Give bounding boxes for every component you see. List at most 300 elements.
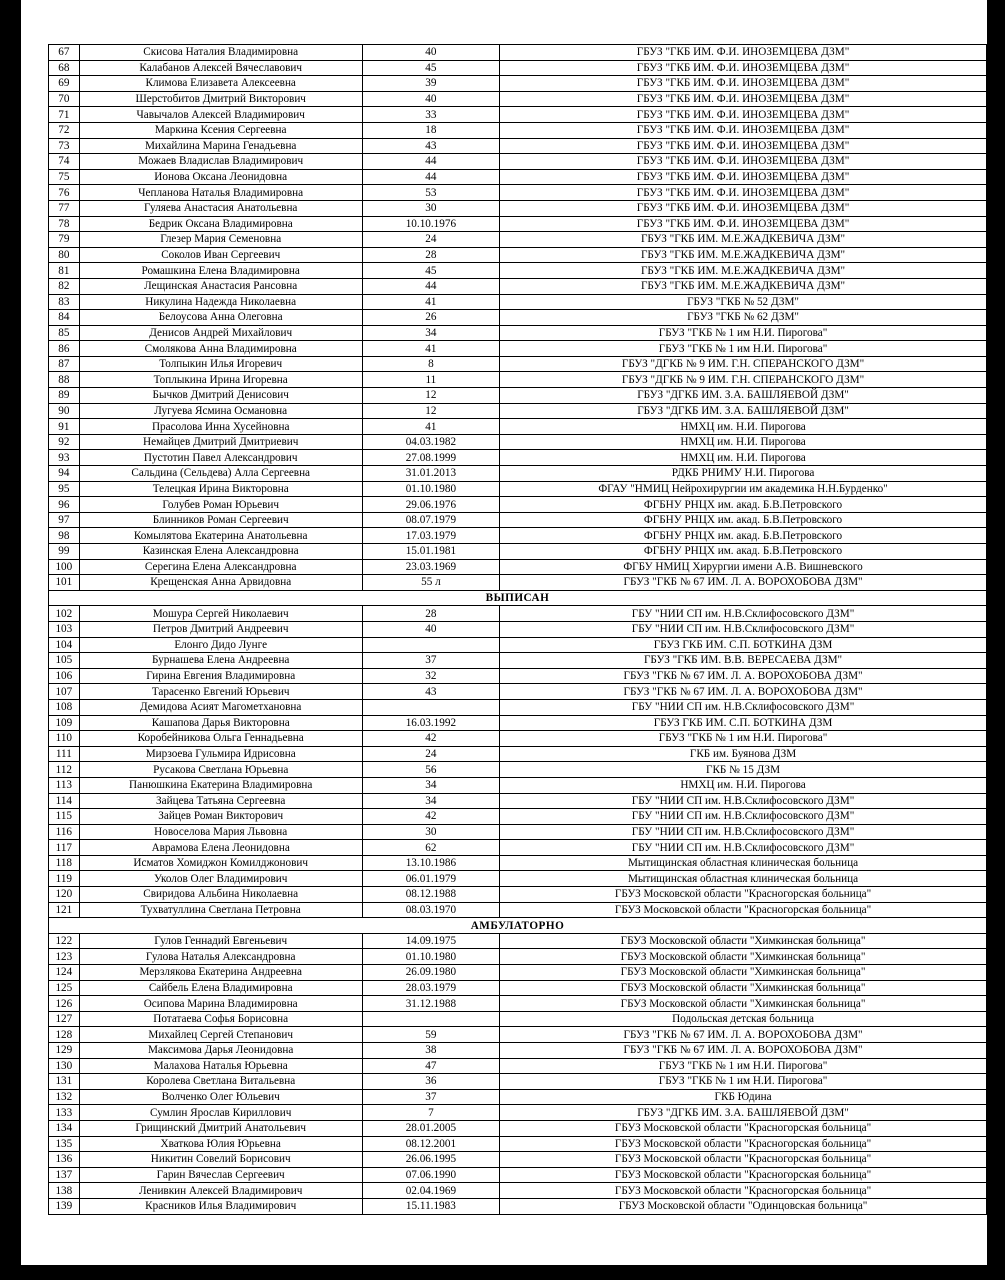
table-row	[49, 200, 987, 216]
age-or-birthdate: 44	[362, 278, 499, 294]
row-number: 120	[49, 887, 80, 903]
table-row	[49, 169, 987, 185]
hospital-name: ГБУЗ "ГКБ ИМ. Ф.И. ИНОЗЕМЦЕВА ДЗМ"	[500, 60, 987, 76]
row-number: 88	[49, 372, 80, 388]
row-number: 73	[49, 138, 80, 154]
person-name: Грищинский Дмитрий Анатольевич	[79, 1120, 362, 1136]
table-row	[49, 263, 987, 279]
person-name: Калабанов Алексей Вячеславович	[79, 60, 362, 76]
table-row	[49, 871, 987, 887]
person-name: Коробейникова Ольга Геннадьевна	[79, 731, 362, 747]
row-number: 70	[49, 91, 80, 107]
age-or-birthdate: 37	[362, 653, 499, 669]
hospital-name: ГБУЗ "ГКБ № 1 им Н.И. Пирогова"	[500, 1074, 987, 1090]
person-name: Серегина Елена Александровна	[79, 559, 362, 575]
age-or-birthdate: 01.10.1980	[362, 949, 499, 965]
table-row	[49, 1074, 987, 1090]
table-row	[49, 699, 987, 715]
age-or-birthdate: 04.03.1982	[362, 434, 499, 450]
person-name: Немайцев Дмитрий Дмитриевич	[79, 434, 362, 450]
row-number: 111	[49, 746, 80, 762]
person-name: Аврамова Елена Леонидовна	[79, 840, 362, 856]
person-name: Можаев Владислав Владимирович	[79, 154, 362, 170]
table-row	[49, 138, 987, 154]
person-name: Ромашкина Елена Владимировна	[79, 263, 362, 279]
hospital-name: ГКБ Юдина	[500, 1089, 987, 1105]
row-number: 82	[49, 278, 80, 294]
row-number: 109	[49, 715, 80, 731]
person-name: Денисов Андрей Михайлович	[79, 325, 362, 341]
age-or-birthdate: 28.01.2005	[362, 1120, 499, 1136]
row-number: 87	[49, 356, 80, 372]
age-or-birthdate: 42	[362, 809, 499, 825]
age-or-birthdate: 08.07.1979	[362, 512, 499, 528]
row-number: 74	[49, 154, 80, 170]
person-name: Телецкая Ирина Викторовна	[79, 481, 362, 497]
person-name: Демидова Асият Магометхановна	[79, 699, 362, 715]
age-or-birthdate: 44	[362, 169, 499, 185]
hospital-name: ГБУЗ Московской области "Красногорская больница"	[500, 1152, 987, 1168]
age-or-birthdate: 41	[362, 419, 499, 435]
table-row	[49, 512, 987, 528]
hospital-name: ГБУ "НИИ СП им. Н.В.Склифосовского ДЗМ"	[500, 824, 987, 840]
hospital-name: ГБУЗ "ГКБ ИМ. Ф.И. ИНОЗЕМЦЕВА ДЗМ"	[500, 138, 987, 154]
hospital-name: ГБУЗ "ГКБ ИМ. Ф.И. ИНОЗЕМЦЕВА ДЗМ"	[500, 200, 987, 216]
table-row	[49, 1058, 987, 1074]
age-or-birthdate: 36	[362, 1074, 499, 1090]
person-name: Шерстобитов Дмитрий Викторович	[79, 91, 362, 107]
table-row	[49, 122, 987, 138]
table-row	[49, 715, 987, 731]
hospital-name: ГБУЗ "ГКБ ИМ. Ф.И. ИНОЗЕМЦЕВА ДЗМ"	[500, 91, 987, 107]
person-name: Зайцева Татьяна Сергеевна	[79, 793, 362, 809]
hospital-name: ГБУ "НИИ СП им. Н.В.Склифосовского ДЗМ"	[500, 793, 987, 809]
person-name: Ионова Оксана Леонидовна	[79, 169, 362, 185]
age-or-birthdate: 06.01.1979	[362, 871, 499, 887]
row-number: 106	[49, 668, 80, 684]
row-number: 103	[49, 621, 80, 637]
hospital-name: ГБУЗ "ДГКБ ИМ. З.А. БАШЛЯЕВОЙ ДЗМ"	[500, 1105, 987, 1121]
row-number: 71	[49, 107, 80, 123]
row-number: 94	[49, 466, 80, 482]
hospital-name: ГБУЗ Московской области "Красногорская больница"	[500, 1120, 987, 1136]
row-number: 125	[49, 980, 80, 996]
row-number: 95	[49, 481, 80, 497]
table-row	[49, 310, 987, 326]
age-or-birthdate: 29.06.1976	[362, 497, 499, 513]
table-row	[49, 481, 987, 497]
person-name: Осипова Марина Владимировна	[79, 996, 362, 1012]
row-number: 130	[49, 1058, 80, 1074]
table-row	[49, 1105, 987, 1121]
hospital-name: Мытищинская областная клиническая больница	[500, 855, 987, 871]
person-name: Гулов Геннадий Евгеньевич	[79, 933, 362, 949]
row-number: 85	[49, 325, 80, 341]
table-row	[49, 1043, 987, 1059]
row-number: 135	[49, 1136, 80, 1152]
table-row	[49, 528, 987, 544]
hospital-name: ГБУЗ Московской области "Одинцовская больница"	[500, 1198, 987, 1214]
hospital-name: НМХЦ им. Н.И. Пирогова	[500, 777, 987, 793]
age-or-birthdate: 62	[362, 840, 499, 856]
person-name: Маркина Ксения Сергеевна	[79, 122, 362, 138]
table-row	[49, 902, 987, 918]
table-row	[49, 606, 987, 622]
age-or-birthdate: 08.12.2001	[362, 1136, 499, 1152]
person-name: Комылятова Екатерина Анатольевна	[79, 528, 362, 544]
person-name: Белоусова Анна Олеговна	[79, 310, 362, 326]
person-name: Хваткова Юлия Юрьевна	[79, 1136, 362, 1152]
person-name: Михайлец Сергей Степанович	[79, 1027, 362, 1043]
row-number: 99	[49, 544, 80, 560]
person-name: Красников Илья Владимирович	[79, 1198, 362, 1214]
person-name: Мошура Сергей Николаевич	[79, 606, 362, 622]
table-row	[49, 294, 987, 310]
hospital-name: ФГБНУ РНЦХ им. акад. Б.В.Петровского	[500, 528, 987, 544]
hospital-name: ГБУЗ Московской области "Красногорская больница"	[500, 902, 987, 918]
hospital-name: ФГАУ "НМИЦ Нейрохирургии им академика Н.Н.Бурденко"	[500, 481, 987, 497]
person-name: Климова Елизавета Алексеевна	[79, 76, 362, 92]
age-or-birthdate: 08.12.1988	[362, 887, 499, 903]
table-row	[49, 388, 987, 404]
table-row	[49, 466, 987, 482]
hospital-name: НМХЦ им. Н.И. Пирогова	[500, 419, 987, 435]
table-row	[49, 1136, 987, 1152]
age-or-birthdate: 55 л	[362, 575, 499, 591]
section-title: АМБУЛАТОРНО	[49, 918, 987, 934]
table-row	[49, 91, 987, 107]
age-or-birthdate: 32	[362, 668, 499, 684]
row-number: 116	[49, 824, 80, 840]
age-or-birthdate: 14.09.1975	[362, 933, 499, 949]
person-name: Никитин Совелий Борисович	[79, 1152, 362, 1168]
table-row	[49, 1167, 987, 1183]
row-number: 110	[49, 731, 80, 747]
person-name: Крещенская Анна Арвидовна	[79, 575, 362, 591]
hospital-name: ФГБНУ РНЦХ им. акад. Б.В.Петровского	[500, 497, 987, 513]
row-number: 118	[49, 855, 80, 871]
hospital-name: ГБУ "НИИ СП им. Н.В.Склифосовского ДЗМ"	[500, 621, 987, 637]
table-row	[49, 434, 987, 450]
hospital-name: ГБУ "НИИ СП им. Н.В.Склифосовского ДЗМ"	[500, 809, 987, 825]
person-name: Бычков Дмитрий Денисович	[79, 388, 362, 404]
row-number: 124	[49, 965, 80, 981]
hospital-name: ГБУЗ "ГКБ ИМ. М.Е.ЖАДКЕВИЧА ДЗМ"	[500, 247, 987, 263]
age-or-birthdate: 40	[362, 91, 499, 107]
row-number: 93	[49, 450, 80, 466]
age-or-birthdate: 07.06.1990	[362, 1167, 499, 1183]
row-number: 101	[49, 575, 80, 591]
person-name: Сумлин Ярослав Кириллович	[79, 1105, 362, 1121]
row-number: 108	[49, 699, 80, 715]
row-number: 81	[49, 263, 80, 279]
person-name: Никулина Надежда Николаевна	[79, 294, 362, 310]
row-number: 129	[49, 1043, 80, 1059]
hospital-name: ГБУЗ ГКБ ИМ. С.П. БОТКИНА ДЗМ	[500, 715, 987, 731]
hospital-name: ГБУЗ "ГКБ ИМ. Ф.И. ИНОЗЕМЦЕВА ДЗМ"	[500, 169, 987, 185]
row-number: 132	[49, 1089, 80, 1105]
section-title: ВЫПИСАН	[49, 590, 987, 606]
person-name: Блинников Роман Сергеевич	[79, 512, 362, 528]
age-or-birthdate: 17.03.1979	[362, 528, 499, 544]
table-row	[49, 777, 987, 793]
table-row	[49, 76, 987, 92]
table-row	[49, 887, 987, 903]
age-or-birthdate: 43	[362, 684, 499, 700]
table-row	[49, 356, 987, 372]
table-row	[49, 980, 987, 996]
age-or-birthdate	[362, 637, 499, 653]
person-name: Потатаева Софья Борисовна	[79, 1011, 362, 1027]
hospital-name: ГБУЗ "ГКБ № 1 им Н.И. Пирогова"	[500, 1058, 987, 1074]
hospital-name: ГБУЗ "ДГКБ № 9 ИМ. Г.Н. СПЕРАНСКОГО ДЗМ"	[500, 372, 987, 388]
table-row	[49, 232, 987, 248]
age-or-birthdate: 08.03.1970	[362, 902, 499, 918]
age-or-birthdate: 26.09.1980	[362, 965, 499, 981]
person-name: Гарин Вячеслав Сергеевич	[79, 1167, 362, 1183]
person-name: Лугуева Ясмина Османовна	[79, 403, 362, 419]
row-number: 127	[49, 1011, 80, 1027]
age-or-birthdate: 23.03.1969	[362, 559, 499, 575]
row-number: 79	[49, 232, 80, 248]
row-number: 72	[49, 122, 80, 138]
person-name: Гулова Наталья Александровна	[79, 949, 362, 965]
age-or-birthdate: 11	[362, 372, 499, 388]
hospital-name: ГБУЗ "ГКБ № 1 им Н.И. Пирогова"	[500, 731, 987, 747]
row-number: 89	[49, 388, 80, 404]
hospital-name: ГБУЗ "ГКБ ИМ. Ф.И. ИНОЗЕМЦЕВА ДЗМ"	[500, 45, 987, 61]
hospital-name: ГБУЗ Московской области "Красногорская больница"	[500, 1183, 987, 1199]
row-number: 122	[49, 933, 80, 949]
age-or-birthdate: 56	[362, 762, 499, 778]
person-name: Ленивкин Алексей Владимирович	[79, 1183, 362, 1199]
row-number: 86	[49, 341, 80, 357]
age-or-birthdate: 12	[362, 388, 499, 404]
hospital-name: ГБУЗ Московской области "Красногорская больница"	[500, 1167, 987, 1183]
row-number: 78	[49, 216, 80, 232]
section-header-row	[49, 590, 987, 606]
table-row	[49, 372, 987, 388]
table-row	[49, 731, 987, 747]
hospital-name: ГБУЗ "ГКБ ИМ. Ф.И. ИНОЗЕМЦЕВА ДЗМ"	[500, 122, 987, 138]
hospital-name: ГБУЗ Московской области "Химкинская больница"	[500, 965, 987, 981]
table-row	[49, 341, 987, 357]
row-number: 98	[49, 528, 80, 544]
hospital-name: ГБУЗ "ДГКБ ИМ. З.А. БАШЛЯЕВОЙ ДЗМ"	[500, 403, 987, 419]
row-number: 107	[49, 684, 80, 700]
hospital-name: ГБУ "НИИ СП им. Н.В.Склифосовского ДЗМ"	[500, 840, 987, 856]
person-name: Сальдина (Сельдева) Алла Сергеевна	[79, 466, 362, 482]
hospital-name: ГБУЗ "ДГКБ ИМ. З.А. БАШЛЯЕВОЙ ДЗМ"	[500, 388, 987, 404]
person-name: Пустотин Павел Александрович	[79, 450, 362, 466]
hospital-name: НМХЦ им. Н.И. Пирогова	[500, 434, 987, 450]
person-name: Гуляева Анастасия Анатольевна	[79, 200, 362, 216]
row-number: 138	[49, 1183, 80, 1199]
hospital-name: ГБУЗ "ДГКБ № 9 ИМ. Г.Н. СПЕРАНСКОГО ДЗМ"	[500, 356, 987, 372]
table-row	[49, 497, 987, 513]
age-or-birthdate: 44	[362, 154, 499, 170]
row-number: 102	[49, 606, 80, 622]
person-name: Толпыкин Илья Игоревич	[79, 356, 362, 372]
table-row	[49, 621, 987, 637]
table-row	[49, 107, 987, 123]
person-name: Чавычалов Алексей Владимирович	[79, 107, 362, 123]
row-number: 113	[49, 777, 80, 793]
row-number: 91	[49, 419, 80, 435]
person-name: Мерзлякова Екатерина Андреевна	[79, 965, 362, 981]
age-or-birthdate: 59	[362, 1027, 499, 1043]
hospital-name: НМХЦ им. Н.И. Пирогова	[500, 450, 987, 466]
row-number: 112	[49, 762, 80, 778]
age-or-birthdate: 45	[362, 263, 499, 279]
table-row	[49, 762, 987, 778]
patient-table-body	[49, 45, 987, 1215]
hospital-name: ГБУЗ "ГКБ № 67 ИМ. Л. А. ВОРОХОБОВА ДЗМ"	[500, 1043, 987, 1059]
person-name: Петров Дмитрий Андреевич	[79, 621, 362, 637]
table-row	[49, 544, 987, 560]
row-number: 134	[49, 1120, 80, 1136]
age-or-birthdate: 53	[362, 185, 499, 201]
person-name: Кашапова Дарья Викторовна	[79, 715, 362, 731]
table-row	[49, 824, 987, 840]
row-number: 83	[49, 294, 80, 310]
table-row	[49, 1089, 987, 1105]
table-row	[49, 668, 987, 684]
hospital-name: ГБУЗ "ГКБ № 67 ИМ. Л. А. ВОРОХОБОВА ДЗМ"	[500, 1027, 987, 1043]
age-or-birthdate: 33	[362, 107, 499, 123]
hospital-name: ГБУЗ Московской области "Химкинская больница"	[500, 949, 987, 965]
age-or-birthdate: 12	[362, 403, 499, 419]
row-number: 97	[49, 512, 80, 528]
table-row	[49, 965, 987, 981]
table-row	[49, 403, 987, 419]
table-row	[49, 933, 987, 949]
age-or-birthdate: 39	[362, 76, 499, 92]
row-number: 128	[49, 1027, 80, 1043]
hospital-name: ГБУЗ "ГКБ ИМ. Ф.И. ИНОЗЕМЦЕВА ДЗМ"	[500, 185, 987, 201]
age-or-birthdate: 15.11.1983	[362, 1198, 499, 1214]
hospital-name: ГБУЗ "ГКБ ИМ. Ф.И. ИНОЗЕМЦЕВА ДЗМ"	[500, 107, 987, 123]
person-name: Скисова Наталия Владимировна	[79, 45, 362, 61]
row-number: 119	[49, 871, 80, 887]
person-name: Бурнашева Елена Андреевна	[79, 653, 362, 669]
table-row	[49, 1152, 987, 1168]
row-number: 67	[49, 45, 80, 61]
age-or-birthdate: 30	[362, 200, 499, 216]
age-or-birthdate: 42	[362, 731, 499, 747]
person-name: Топлыкина Ирина Игоревна	[79, 372, 362, 388]
hospital-name: ГБУЗ "ГКБ ИМ. Ф.И. ИНОЗЕМЦЕВА ДЗМ"	[500, 154, 987, 170]
table-row	[49, 60, 987, 76]
person-name: Новоселова Мария Львовна	[79, 824, 362, 840]
row-number: 75	[49, 169, 80, 185]
table-row	[49, 278, 987, 294]
age-or-birthdate: 26	[362, 310, 499, 326]
age-or-birthdate: 47	[362, 1058, 499, 1074]
row-number: 131	[49, 1074, 80, 1090]
person-name: Тарасенко Евгений Юрьевич	[79, 684, 362, 700]
age-or-birthdate: 43	[362, 138, 499, 154]
hospital-name: ГБУЗ Московской области "Химкинская больница"	[500, 996, 987, 1012]
person-name: Уколов Олег Владимирович	[79, 871, 362, 887]
hospital-name: Мытищинская областная клиническая больница	[500, 871, 987, 887]
person-name: Исматов Хомиджон Комилджонович	[79, 855, 362, 871]
hospital-name: ГБУЗ Московской области "Химкинская больница"	[500, 980, 987, 996]
table-row	[49, 559, 987, 575]
person-name: Бедрик Оксана Владимировна	[79, 216, 362, 232]
person-name: Свиридова Альбина Николаевна	[79, 887, 362, 903]
person-name: Лещинская Анастасия Рансовна	[79, 278, 362, 294]
row-number: 115	[49, 809, 80, 825]
person-name: Казинская Елена Александровна	[79, 544, 362, 560]
hospital-name: ГБУЗ ГКБ ИМ. С.П. БОТКИНА ДЗМ	[500, 637, 987, 653]
age-or-birthdate: 24	[362, 232, 499, 248]
table-row	[49, 684, 987, 700]
hospital-name: ГБУЗ "ГКБ № 67 ИМ. Л. А. ВОРОХОБОВА ДЗМ"	[500, 668, 987, 684]
document-page	[21, 0, 987, 1265]
row-number: 114	[49, 793, 80, 809]
table-row	[49, 1198, 987, 1214]
table-row	[49, 996, 987, 1012]
patient-table	[48, 44, 987, 1215]
table-row	[49, 1183, 987, 1199]
person-name: Мирзоева Гульмира Идрисовна	[79, 746, 362, 762]
row-number: 84	[49, 310, 80, 326]
hospital-name: ГБУ "НИИ СП им. Н.В.Склифосовского ДЗМ"	[500, 699, 987, 715]
age-or-birthdate: 31.01.2013	[362, 466, 499, 482]
age-or-birthdate: 34	[362, 793, 499, 809]
table-row	[49, 325, 987, 341]
table-row	[49, 450, 987, 466]
row-number: 68	[49, 60, 80, 76]
person-name: Глезер Мария Семеновна	[79, 232, 362, 248]
age-or-birthdate: 37	[362, 1089, 499, 1105]
table-row	[49, 45, 987, 61]
table-row	[49, 653, 987, 669]
table-row	[49, 840, 987, 856]
row-number: 137	[49, 1167, 80, 1183]
person-name: Чепланова Наталья Владимировна	[79, 185, 362, 201]
row-number: 136	[49, 1152, 80, 1168]
person-name: Смолякова Анна Владимировна	[79, 341, 362, 357]
table-row	[49, 419, 987, 435]
age-or-birthdate: 8	[362, 356, 499, 372]
hospital-name: ГБУЗ "ГКБ № 1 им Н.И. Пирогова"	[500, 325, 987, 341]
age-or-birthdate: 28	[362, 247, 499, 263]
row-number: 117	[49, 840, 80, 856]
table-row	[49, 637, 987, 653]
table-row	[49, 1027, 987, 1043]
age-or-birthdate	[362, 699, 499, 715]
age-or-birthdate: 16.03.1992	[362, 715, 499, 731]
person-name: Сайбель Елена Владимировна	[79, 980, 362, 996]
row-number: 139	[49, 1198, 80, 1214]
age-or-birthdate: 18	[362, 122, 499, 138]
age-or-birthdate: 26.06.1995	[362, 1152, 499, 1168]
row-number: 69	[49, 76, 80, 92]
table-row	[49, 575, 987, 591]
row-number: 126	[49, 996, 80, 1012]
table-row	[49, 949, 987, 965]
person-name: Михайлина Марина Генадьевна	[79, 138, 362, 154]
hospital-name: ГБУЗ "ГКБ ИМ. М.Е.ЖАДКЕВИЧА ДЗМ"	[500, 263, 987, 279]
hospital-name: ГБУЗ "ГКБ ИМ. В.В. ВЕРЕСАЕВА ДЗМ"	[500, 653, 987, 669]
table-row	[49, 185, 987, 201]
person-name: Елонго Дидо Лунге	[79, 637, 362, 653]
age-or-birthdate: 15.01.1981	[362, 544, 499, 560]
age-or-birthdate: 10.10.1976	[362, 216, 499, 232]
hospital-name: Подольская детская больница	[500, 1011, 987, 1027]
